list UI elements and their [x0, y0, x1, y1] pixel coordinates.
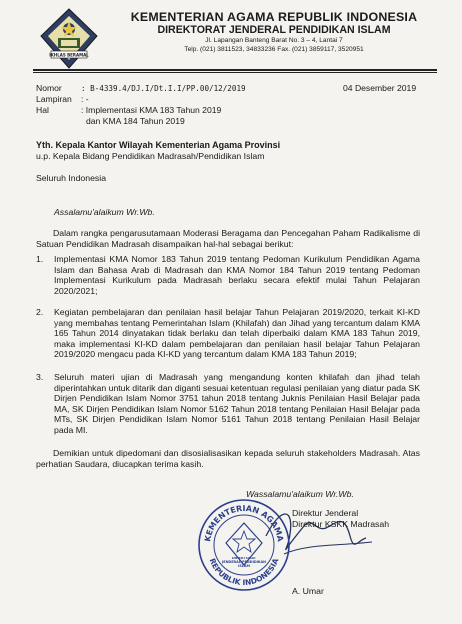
signatory-title-2: Direktur KSKK Madrasah [292, 519, 390, 529]
logo-motto: IKHLAS BERAMAL [49, 52, 89, 58]
item-2-number: 2. [36, 307, 44, 317]
item-1-text: Implementasi KMA Nomor 183 Tahun 2019 tentang Pedoman Kurikulum Pendidikan Agama Islam dan Bahasa Arab di Madrasah dan KMA Nomor 184 Tahun 2019 tentang Pedoman Implementasi Kurikulum pada Madrasah berlaku secara efektif mulai Tahun Pelajaran 2020/2021; [54, 254, 420, 296]
hal-value-line1: : Implementasi KMA 183 Tahun 2019 [81, 105, 222, 115]
addressee-line3: Seluruh Indonesia [36, 173, 107, 183]
stamp-top-text: KEMENTERIAN AGAMA [203, 503, 285, 543]
stamp-center-text: DIREKTORAT JENDERAL PENDIDIKAN ISLAM [222, 557, 266, 568]
lampiran-value: : - [81, 94, 89, 104]
signatory-name: A. Umar [292, 586, 324, 596]
intro-paragraph: Dalam rangka pengarusutamaan Moderasi Beragama dan Pencegahan Paham Radikalisme di Satuan Pendidikan Madrasah disampaikan hal-hal sebagai berikut: [36, 228, 420, 249]
letterhead [104, 10, 444, 54]
stamp-bottom-text: REPUBLIK INDONESIA [207, 557, 281, 588]
addressee-line1: Yth. Kepala Kantor Wilayah Kementerian Agama Provinsi [36, 140, 281, 150]
official-stamp-icon [196, 497, 292, 593]
addressee-line2: u.p. Kepala Bidang Pendidikan Madrasah/Pendidikan Islam [36, 151, 265, 161]
ministry-logo-icon [39, 8, 99, 70]
signatory-title-1: Direktur Jenderal [292, 508, 359, 518]
hal-label: Hal [36, 105, 49, 115]
lampiran-label: Lampiran [36, 94, 72, 104]
letterhead-rule-thin [33, 72, 437, 73]
closing-paragraph: Demikian untuk dipedomani dan disosialisasikan kepada seluruh stakeholders Madrasah. Atas perhatian Saudara, diucapkan terima kasih. [36, 448, 420, 469]
item-3-number: 3. [36, 372, 44, 382]
nomor-label: Nomor [36, 83, 62, 93]
directorate-name: DIREKTORAT JENDERAL PENDIDIKAN ISLAM [157, 24, 391, 36]
greeting: Assalamu'alaikum Wr.Wb. [54, 207, 155, 217]
item-2-text: Kegiatan pembelajaran dan penilaian hasil belajar Tahun Pelajaran 2019/2020, terkait KI-KD yang membahas tentang Pemerintahan Islam (Khilafah) dan Jihad yang tercantum dalam KMA 165 Tahun 2014 dinyatakan tidak berlaku dan telah diperbaiki dalam KMA 183 Tahun 2019, maka implementasi KI-KD dalam pembelajaran dan penilaian hasil belajar Tahun Pelajaran 2019/2020 mengacu pada KI-KD yang tercantum dalam KMA 183 Tahun 2019; [54, 307, 420, 360]
letter-date: 04 Desember 2019 [343, 83, 417, 93]
item-3-text: Seluruh materi ujian di Madrasah yang mengandung konten khilafah dan jihad telah diperintahkan untuk ditarik dan diganti sesuai ketentuan regulasi penilaian yang diatur pada SK Dirjen Pendidikan Islam Nomor 3751 tahun 2018 tentang Juknis Penilaian Hasil Belajar pada MA, SK Dirjen Pendidikan Islam Nomor 5162 Tahun 2018 tentang Penilaian Hasil Belajar pada MTs, SK Dirjen Pendidikan Islam Nomor 5161 Tahun 2018 tentang Penilaian Hasil Belajar pada MI. [54, 372, 420, 435]
ministry-name: KEMENTERIAN AGAMA REPUBLIK INDONESIA [130, 10, 418, 24]
item-1-number: 1. [36, 254, 44, 264]
office-address: Jl. Lapangan Banteng Barat No. 3 – 4, Lantai 7 [205, 37, 343, 44]
letterhead-rule-thick [33, 69, 437, 71]
valediction: Wassalamu'alaikum Wr.Wb. [246, 489, 354, 499]
nomor-value: : B-4339.4/DJ.I/Dt.I.I/PP.00/12/2019 [81, 84, 246, 93]
hal-value-line2: dan KMA 184 Tahun 2019 [86, 116, 185, 126]
office-phone: Telp. (021) 3811523, 34833236 Fax. (021) 3859117, 3520951 [184, 45, 364, 53]
